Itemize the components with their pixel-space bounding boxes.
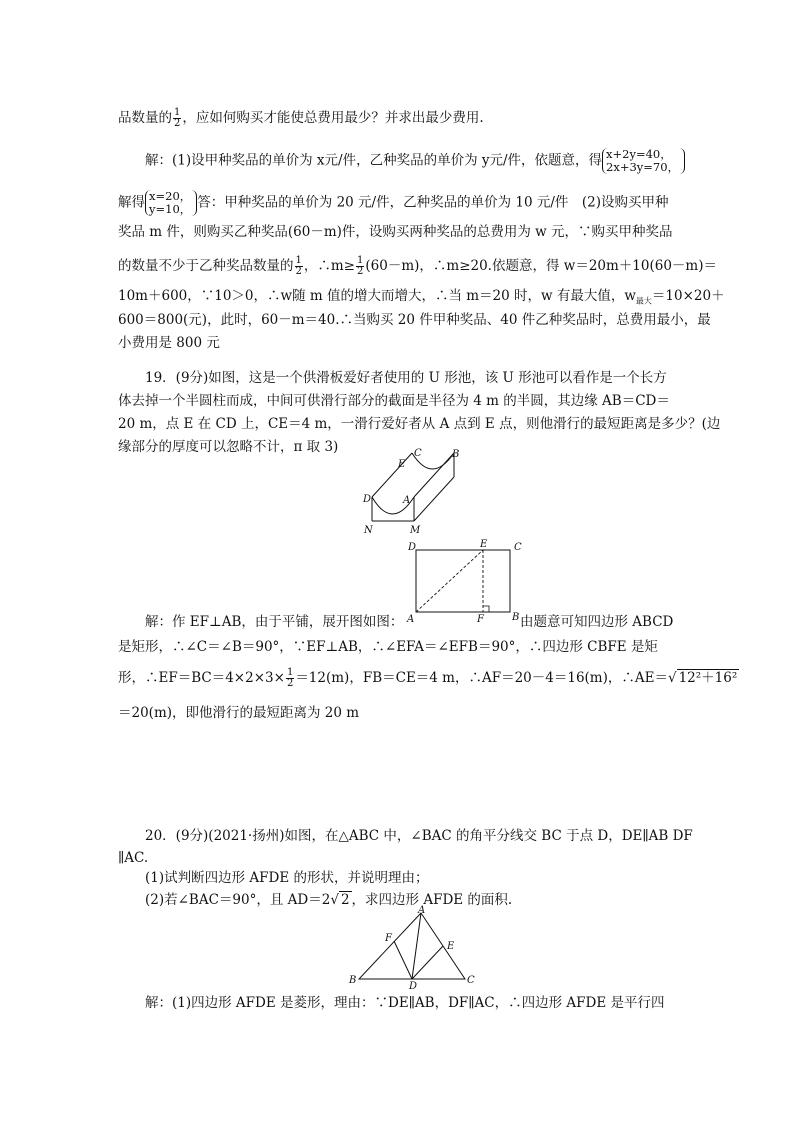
- triangle-figure: [345, 905, 475, 989]
- denominator: 2: [174, 118, 181, 129]
- sqrt-sign: √: [667, 670, 677, 686]
- text: 10m＋600，∵10＞0，∴w随 m 值的增大而增大，∴当 m＝20 时，w 有最大值，w: [118, 288, 636, 304]
- q19-solution-line4: ＝20(m)，即他滑行的最短距离为 20 m: [118, 705, 360, 721]
- q20-line2: ∥AC.: [118, 850, 149, 866]
- fraction-half: [286, 668, 294, 689]
- q20-line3: (1)试判断四边形 AFDE 的形状，并说明理由；: [145, 870, 429, 886]
- label-A: A: [407, 614, 415, 624]
- sqrt-content: 2: [340, 892, 350, 908]
- text: 解得: [118, 194, 145, 211]
- label-B: B: [512, 612, 520, 623]
- text: 品数量的: [118, 110, 172, 126]
- label-E: E: [480, 539, 488, 550]
- sol18-line4: 奖品 m 件，则购买乙种奖品(60－m)件，设购买两种奖品的总费用为 w 元，∵购买甲种奖品: [118, 224, 673, 240]
- label-B: B: [349, 975, 357, 986]
- label-E: E: [398, 459, 406, 470]
- fraction-half: [173, 108, 181, 129]
- denominator: 2: [295, 266, 302, 277]
- q19-solution-line1a: 解：作 EF⊥AB，由于平铺，展开图如图：: [145, 614, 404, 630]
- label-F: F: [477, 614, 484, 624]
- text: ＝12(m)，FB＝CE＝4 m，∴AF＝20－4＝16(m)，∴AE＝: [295, 670, 668, 686]
- label-C: C: [514, 542, 522, 553]
- label-E: E: [447, 941, 455, 952]
- equation: y=10，: [149, 202, 192, 216]
- label-D: D: [363, 494, 372, 505]
- q19-line1: 19．(9分)如图，这是一个供滑板爱好者使用的 U 形池，该 U 形池可以看作是一个长方: [145, 370, 667, 386]
- q19-line3: 20 m，点 E 在 CD 上，CE＝4 m，一滑行爱好者从 A 点到 E 点，则他滑行的最短距离是多少？(边: [118, 416, 721, 432]
- label-B: B: [452, 449, 460, 460]
- sol18-line1: [118, 108, 678, 129]
- text: ，应如何购买才能使总费用最少？并求出最少费用.: [182, 110, 484, 126]
- q19-solution-line2: 是矩形，∴∠C＝∠B＝90°，∵EF⊥AB，∴∠EFA＝∠EFB＝90°，∴四边形 CBFE 是矩: [118, 639, 658, 655]
- text: 答：甲种奖品的单价为 20 元/件，乙种奖品的单价为 10 元/件 (2)设购买甲种: [197, 194, 669, 211]
- q19-line4: 缘部分的厚度可以忽略不计，π 取 3): [118, 439, 339, 455]
- fraction-half: [356, 256, 364, 277]
- sol18-line3: [118, 190, 678, 216]
- equation: x+2y=40，: [606, 147, 672, 161]
- label-M: M: [410, 525, 421, 536]
- label-D: D: [408, 542, 417, 553]
- sqrt-content: 12²＋16²: [678, 670, 738, 686]
- sol18-line7: 600＝800(元)，此时，60－m＝40.∴当购买 20 件甲种奖品、40 件乙种奖品时，总费用最小，最: [118, 312, 711, 328]
- text: (60－m)，∴m≥20.依题意，得 w＝20m＋10(60－m)＝: [365, 258, 717, 274]
- sol18-line8: 小费用是 800 元: [118, 335, 220, 351]
- denominator: 2: [286, 678, 294, 689]
- fraction-half: [295, 256, 303, 277]
- label-A: A: [403, 495, 411, 506]
- label-C: C: [467, 975, 475, 986]
- label-C: C: [414, 448, 422, 459]
- q19-solution-line1b: 由题意可知四边形 ABCD: [520, 614, 674, 630]
- equation-system-2: [145, 190, 191, 216]
- text: 解：(1)设甲种奖品的单价为 x元/件，乙种奖品的单价为 y元/件，依题意，得: [145, 152, 603, 169]
- q19-solution-line3: [118, 667, 738, 689]
- text: ，∴m≥: [303, 258, 355, 274]
- numerator: 1: [174, 107, 181, 118]
- u-pool-figure: [360, 445, 470, 537]
- q20-solution-line1: 解：(1)四边形 AFDE 是菱形，理由：∵DE∥AB，DF∥AC，∴四边形 AFDE 是平行四: [145, 995, 665, 1011]
- sol18-line5: [118, 255, 717, 277]
- label-D: D: [409, 981, 418, 989]
- text: 的数量不少于乙种奖品数量的: [118, 258, 294, 274]
- text: ＝10×20＋: [651, 288, 725, 304]
- unfolded-rectangle-figure: [404, 538, 534, 624]
- label-A: A: [418, 905, 426, 916]
- subscript: 最大: [635, 296, 652, 306]
- equation: x=20，: [149, 189, 192, 203]
- sqrt-sign: √: [330, 892, 339, 908]
- equation-system-1: [602, 148, 679, 174]
- numerator: 1: [295, 255, 302, 266]
- text: (2)若∠BAC＝90°，且 AD＝2: [145, 892, 331, 908]
- closing-paren: [679, 148, 685, 174]
- equation: 2x+3y=70，: [606, 160, 680, 174]
- numerator: 1: [286, 667, 294, 678]
- numerator: 1: [357, 255, 364, 266]
- label-N: N: [364, 525, 373, 536]
- q19-line2: 体去掉一个半圆柱而成，中间可供滑行部分的截面是半径为 4 m 的半圆，其边缘 AB＝CD＝: [118, 393, 670, 409]
- q20-line1: 20．(9分)(2021·扬州)如图，在△ABC 中，∠BAC 的角平分线交 BC 于点 D，DE∥AB DF: [145, 828, 693, 844]
- label-F: F: [385, 933, 392, 944]
- denominator: 2: [357, 266, 364, 277]
- text: ，求四边形 AFDE 的面积.: [351, 892, 513, 908]
- sol18-line2: [145, 148, 678, 174]
- text: 形，∴EF＝BC＝4×2×3×: [118, 670, 285, 686]
